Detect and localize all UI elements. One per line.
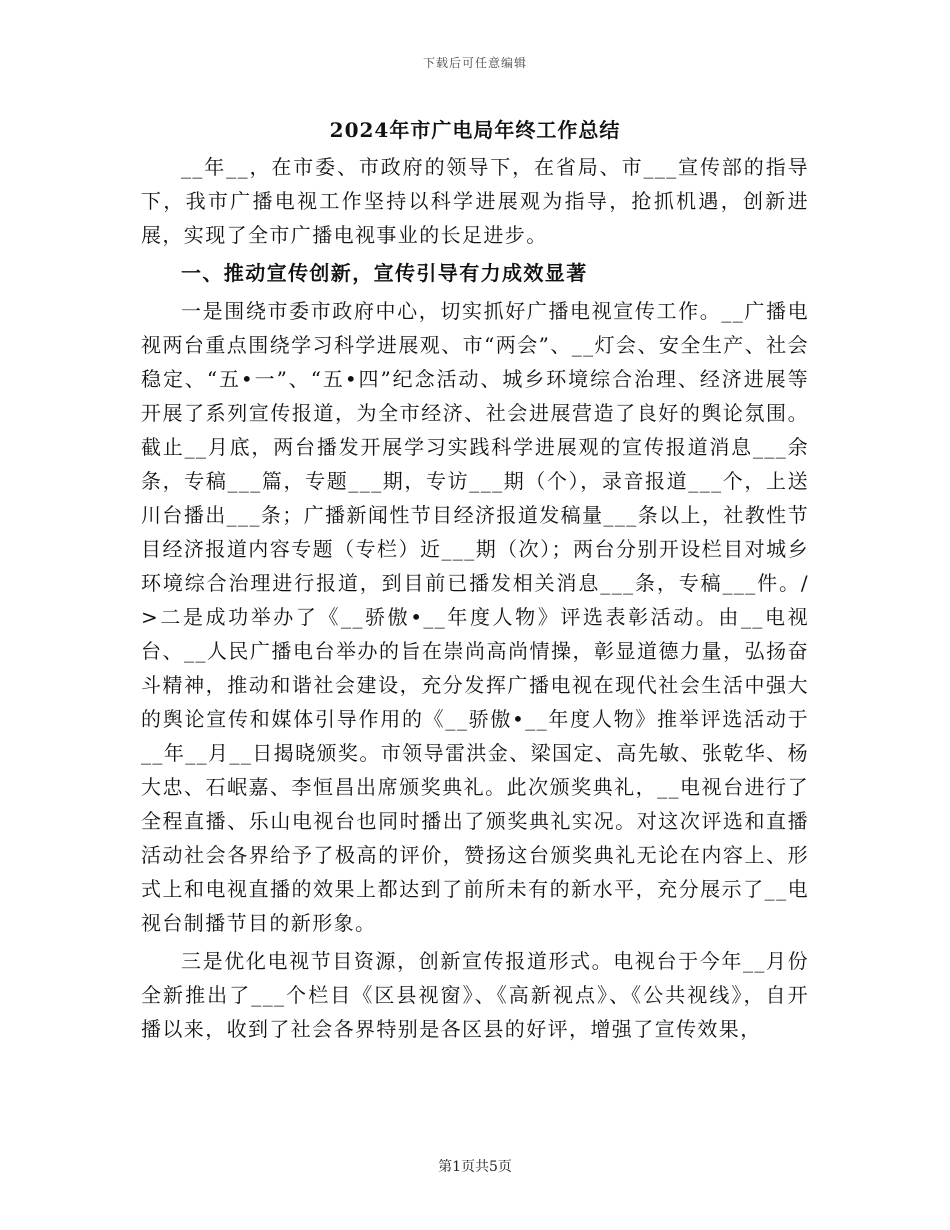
header-note: 下载后可任意编辑 bbox=[422, 56, 527, 70]
body-paragraph: 一是围绕市委市政府中心，切实抓好广播电视宣传工作。__广播电视两台重点围绕学习科学进展观、市“两会”、__灯会、安全生产、社会稳定、“五•一”、“五•四”纪念活动、城乡环境综合治理、经济进展等开展了系列宣传报道，为全市经济、社会进展营造了良好的舆论氛围。截止__月底，两台播发开展学习实践科学进展观的宣传报道消息___余条，专稿___篇，专题___期，专访___期（个），录音报道___个，上送川台播出___条；广播新闻性节目经济报道发稿量___条以上，社教性节目经济报道内容专题（专栏）近___期（次）；两台分别开设栏目对城乡环境综合治理进行报道，到目前已播发相关消息___条，专稿___件。/>二是成功举办了《__骄傲•__年度人物》评选表彰活动。由__电视台、__人民广播电台举办的旨在崇尚高尚情操，彰显道德力量，弘扬奋斗精神，推动和谐社会建设，充分发挥广播电视在现代社会生活中强大的舆论宣传和媒体引导作用的《__骄傲•__年度人物》推举评选活动于__年__月__日揭晓颁奖。市领导雷洪金、梁国定、高先敏、张乾华、杨大忠、石岷嘉、李恒昌出席颁奖典礼。此次颁奖典礼，__电视台进行了全程直播、乐山电视台也同时播出了颁奖典礼实况。对这次评选和直播活动社会各界给予了极高的评价，赞扬这台颁奖典礼无论在内容上、形式上和电视直播的效果上都达到了前所未有的新水平，充分展示了__电视台制播节目的新形象。 bbox=[141, 299, 809, 935]
document-body bbox=[141, 150, 809, 1046]
document-title: 2024年市广电局年终工作总结 bbox=[329, 118, 621, 142]
body-paragraph: 三是优化电视节目资源，创新宣传报道形式。电视台于今年__月份全新推出了___个栏目《区县视窗》、《高新视点》、《公共视线》，自开播以来，收到了社会各界特别是各区县的好评，增强了宣传效果， bbox=[141, 949, 809, 1041]
section-heading: 一、推动宣传创新，宣传引导有力成效显著 bbox=[181, 261, 588, 285]
intro-paragraph: __年__，在市委、市政府的领导下，在省局、市___宣传部的指导下，我市广播电视工作坚持以科学进展观为指导，抢抓机遇，创新进展，实现了全市广播电视事业的长足进步。 bbox=[141, 155, 809, 247]
page-footer: 第1页共5页 bbox=[438, 1159, 512, 1175]
